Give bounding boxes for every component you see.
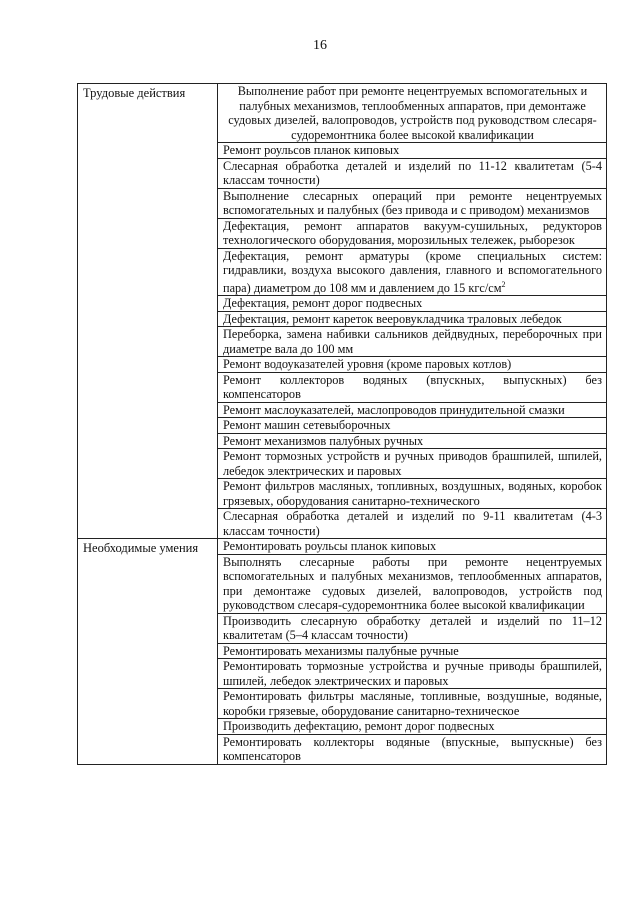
list-item: Слесарная обработка деталей и изделий по 9-11 квалитетам (4-3 классам точности) [223,509,602,538]
list-item: Ремонтировать механизмы палубные ручные [218,644,606,660]
list-item: Ремонтировать роульсы планок киповых [218,539,606,555]
section-row [78,84,607,539]
list-item: Ремонтировать тормозные устройства и ручные приводы брашпилей, шпилей, лебедок электрических и паровых [218,659,606,689]
list-item: Выполнение работ при ремонте нецентруемых вспомогательных и палубных механизмов, теплообменных аппаратов, при демонтаже судовых дизелей, валопроводов, устройств под руководством слесаря-судоремонтника более высокой квалификации [218,84,606,143]
section-row [78,539,607,765]
page-number: 16 [313,38,327,53]
list-item: Переборка, замена набивки сальников дейдвудных, переборочных при диаметре вала до 100 мм [218,327,606,357]
list-item: Ремонт роульсов планок киповых [218,143,606,159]
list-item: Дефектация, ремонт аппаратов вакуум-сушильных, редукторов технологического оборудования, морозильных тележек, рыборезок [218,219,606,249]
list-item: Производить слесарную обработку деталей и изделий по 11–12 квалитетам (5–4 классам точности) [218,614,606,644]
list-item: Производить дефектацию, ремонт дорог подвесных [218,719,606,735]
list-item: Ремонт коллекторов водяных (впускных, выпускных) без компенсаторов [218,373,606,403]
list-item: Выполнение слесарных операций при ремонте нецентруемых вспомогательных и палубных (без привода и с приводом) механизмов [218,189,606,219]
section-items [218,539,607,765]
list-item: Дефектация, ремонт арматуры (кроме специальных систем: гидравлики, воздуха высокого давления, главного и вспомогательного пара) диаметром до 108 мм и давлением до 15 кгс/$см^2$ [218,249,606,297]
section-items [218,84,607,539]
section-label: Трудовые действия [78,84,218,539]
list-item: Ремонт машин сетевыборочных [218,418,606,434]
list-item: Ремонт фильтров масляных, топливных, воздушных, водяных, коробок грязевых, оборудования санитарно-технического [218,479,606,509]
list-item: Ремонт механизмов палубных ручных [218,434,606,450]
section-label: Необходимые умения [78,539,218,765]
list-item: Ремонтировать коллекторы водяные (впускные, выпускные) без компенсаторов [223,734,602,764]
list-item: Ремонт водоуказателей уровня (кроме паровых котлов) [218,357,606,373]
list-item: Ремонтировать фильтры масляные, топливные, воздушные, водяные, коробки грязевые, оборудование санитарно-техническое [218,689,606,719]
list-item: Дефектация, ремонт дорог подвесных [218,296,606,312]
list-item: Слесарная обработка деталей и изделий по 11-12 квалитетам (5-4 классам точности) [218,159,606,189]
list-item: Ремонт тормозных устройств и ручных приводов брашпилей, шпилей, лебедок электрических и паровых [218,449,606,479]
list-item: Дефектация, ремонт кареток вееровукладчика траловых лебедок [218,312,606,328]
list-item: Выполнять слесарные работы при ремонте нецентруемых вспомогательных и палубных механизмов, теплообменных аппаратов, при демонтаже судовых дизелей, валопроводов, устройств под руководством слесаря-судоремонтника более высокой квалификации [218,555,606,614]
list-item: Ремонт маслоуказателей, маслопроводов принудительной смазки [218,403,606,419]
competency-table [77,83,607,765]
